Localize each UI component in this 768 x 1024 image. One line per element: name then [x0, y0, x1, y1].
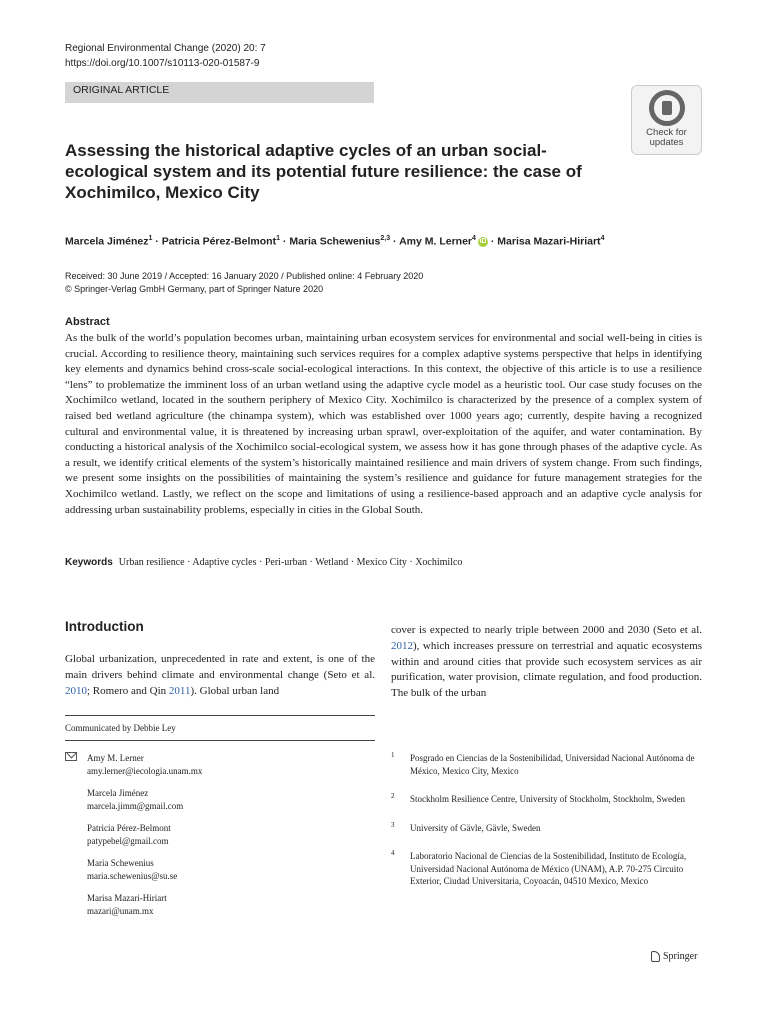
publication-dates — [65, 270, 423, 296]
orcid-icon[interactable]: iD — [479, 237, 487, 245]
intro-column-left — [65, 652, 375, 699]
correspondence-entry — [65, 752, 365, 777]
affiliation-number: 4 — [391, 849, 395, 857]
author-name[interactable]: Maria Schewenius — [289, 235, 381, 248]
author-list: Marcela Jiménez$^1$ · Patricia Pérez-Belmont$^1$ · Maria Schewenius$^{2,3}$ · Amy M. Lerner$^4$ iD · Marisa Mazari-Hiriart$^4$ — [65, 235, 605, 248]
envelope-icon — [65, 752, 77, 761]
author-name[interactable]: Marcela Jiménez — [65, 235, 149, 248]
check-for-updates-badge[interactable] — [631, 85, 702, 155]
correspondence-entry — [65, 822, 365, 847]
correspondence-entry — [65, 892, 365, 917]
intro-text: cover is expected to nearly triple between 2000 and 2030 (Seto et al. — [391, 624, 702, 636]
communicated-by: Communicated by Debbie Ley — [65, 723, 176, 733]
history-dates: Received: 30 June 2019 / Accepted: 16 January 2020 / Published online: 4 February 2020 — [65, 271, 424, 281]
badge-line-2: updates — [649, 137, 684, 148]
contact-name: Marcela Jiménez — [87, 788, 149, 798]
contact-email[interactable]: maria.schewenius@su.se — [87, 870, 178, 881]
keywords-label: Keywords — [65, 557, 113, 568]
affiliation-number: 2 — [391, 792, 395, 800]
author-affiliation-ref: 4 — [472, 235, 476, 242]
contact-name: Maria Schewenius — [87, 858, 154, 868]
author-name[interactable]: Marisa Mazari-Hiriart — [497, 235, 601, 248]
citation-link[interactable]: 2010 — [65, 684, 87, 697]
correspondence-list — [65, 752, 365, 927]
intro-column-right — [391, 623, 702, 702]
intro-text: ). Global urban land — [190, 684, 280, 697]
publisher-name: Springer — [663, 951, 698, 962]
publisher-logo — [651, 951, 697, 962]
affiliation-entry — [391, 850, 702, 888]
journal-header — [65, 41, 266, 71]
article-type-banner: ORIGINAL ARTICLE — [65, 82, 374, 103]
author-name[interactable]: Amy M. Lerner — [399, 235, 473, 248]
contact-email[interactable]: marcela.jimm@gmail.com — [87, 800, 184, 811]
intro-text: ), which increases pressure on terrestrial and aquatic ecosystems within and around cities that provide such ecosystem services as air purification, water provision, climate regulation, and food production. The bulk of the urban — [391, 639, 702, 700]
introduction-heading: Introduction — [65, 619, 144, 634]
badge-line-1: Check for — [646, 127, 687, 138]
contact-email[interactable]: patypebel@gmail.com — [87, 835, 169, 846]
contact-name: Amy M. Lerner — [87, 753, 144, 763]
affiliation-list — [391, 752, 702, 904]
footnote-divider — [65, 740, 375, 741]
author-affiliation-ref: 2,3 — [380, 235, 391, 242]
copyright-line: © Springer-Verlag GmbH Germany, part of Springer Nature 2020 — [65, 284, 324, 294]
footnote-divider — [65, 715, 375, 716]
contact-email[interactable]: amy.lerner@iecologia.unam.mx — [87, 765, 203, 776]
affiliation-entry — [391, 752, 702, 777]
author-affiliation-ref: 1 — [276, 235, 280, 242]
intro-text: Global urbanization, unprecedented in rate and extent, is one of the main drivers behind climate and environmental change (Seto et al. — [65, 653, 375, 681]
correspondence-entry — [65, 787, 365, 812]
affiliation-number: 1 — [391, 751, 395, 759]
keywords-list: Urban resilience · Adaptive cycles · Peri-urban · Wetland · Mexico City · Xochimilco — [118, 557, 463, 568]
contact-email[interactable]: mazari@unam.mx — [87, 905, 154, 916]
author-affiliation-ref: 1 — [148, 235, 153, 242]
citation-link[interactable]: 2012 — [391, 639, 413, 652]
author-name[interactable]: Patricia Pérez-Belmont — [161, 235, 277, 248]
affiliation-text: Posgrado en Ciencias de la Sostenibilidad, Universidad Nacional Autónoma de México, Mexico City, Mexico — [410, 753, 695, 776]
author-affiliation-ref: 4 — [600, 235, 605, 242]
bookmark-icon — [649, 90, 685, 126]
affiliation-entry — [391, 793, 702, 806]
keywords — [65, 556, 462, 570]
affiliation-number: 3 — [391, 820, 395, 829]
journal-citation: Regional Environmental Change (2020) 20: 7 — [65, 43, 266, 54]
doi-link[interactable]: https://doi.org/10.1007/s10113-020-01587-9 — [65, 58, 260, 69]
contact-name: Patricia Pérez-Belmont — [87, 823, 171, 833]
affiliation-text: University of Gävle, Gävle, Sweden — [410, 822, 541, 833]
affiliation-text: Stockholm Resilience Centre, University of Stockholm, Stockholm, Sweden — [410, 794, 685, 804]
springer-horse-icon — [651, 951, 660, 962]
affiliation-text: Laboratorio Nacional de Ciencias de la Sostenibilidad, Instituto de Ecología, Universidad Nacional Autónoma de México (UNAM), A.P. 70-275 Circuito Exterior, Ciudad Universitaria, Coyoacán, 04510 Mexico, Mexico — [410, 851, 687, 886]
abstract-heading: Abstract — [65, 316, 110, 328]
article-title: Assessing the historical adaptive cycles of an urban social-ecological system and its potential future resilience: the case of Xochimilco, Mexico City — [65, 141, 582, 202]
intro-text: ; Romero and Qin — [87, 684, 169, 697]
abstract-text: As the bulk of the world’s population becomes urban, maintaining urban ecosystem services for environmental and social well-being in cities is crucial. According to resilience theory, maintaining such services requires for a complex adaptive systems perspective that helps in identifying key elements and dynamics behind cross-scale social-ecological interactions. In this context, the objective of this article is to use a resilience “lens” to problematize the imminent loss of an urban wetland using the adaptive cycle model as a heuristic tool. Our case study focuses on the Xochimilco wetland, located in the southern periphery of Mexico City. Xochimilco is characterized by the presence of a complex system of raised bed wetland agriculture (the chinampa system), which was established over 1000 years ago; currently, despite having a recognized cultural and environmental value, it is threatened by increasing urban sprawl, over-exploitation of the aquifer, and water contamination. By conducting a historical analysis of the Xochimilco social-ecological system, we assess how it has gone through phases of the adaptive cycle. As a result, we identify critical elements of the system’s historically maintained resilience and main drivers of system change. From such findings, we present some insights on the possibilities of maintaining the system’s resilience and guidance for future management strategies for the Xochimilco wetland. Lastly, we reflect on the scope and limitations of using a resilience-based approach and an adaptive cycle analysis for addressing urban sustainability problems, especially in cities in the Global South. — [65, 332, 702, 516]
correspondence-entry — [65, 857, 365, 882]
affiliation-entry — [391, 822, 702, 835]
citation-link[interactable]: 2011 — [168, 684, 191, 697]
contact-name: Marisa Mazari-Hiriart — [87, 893, 167, 903]
